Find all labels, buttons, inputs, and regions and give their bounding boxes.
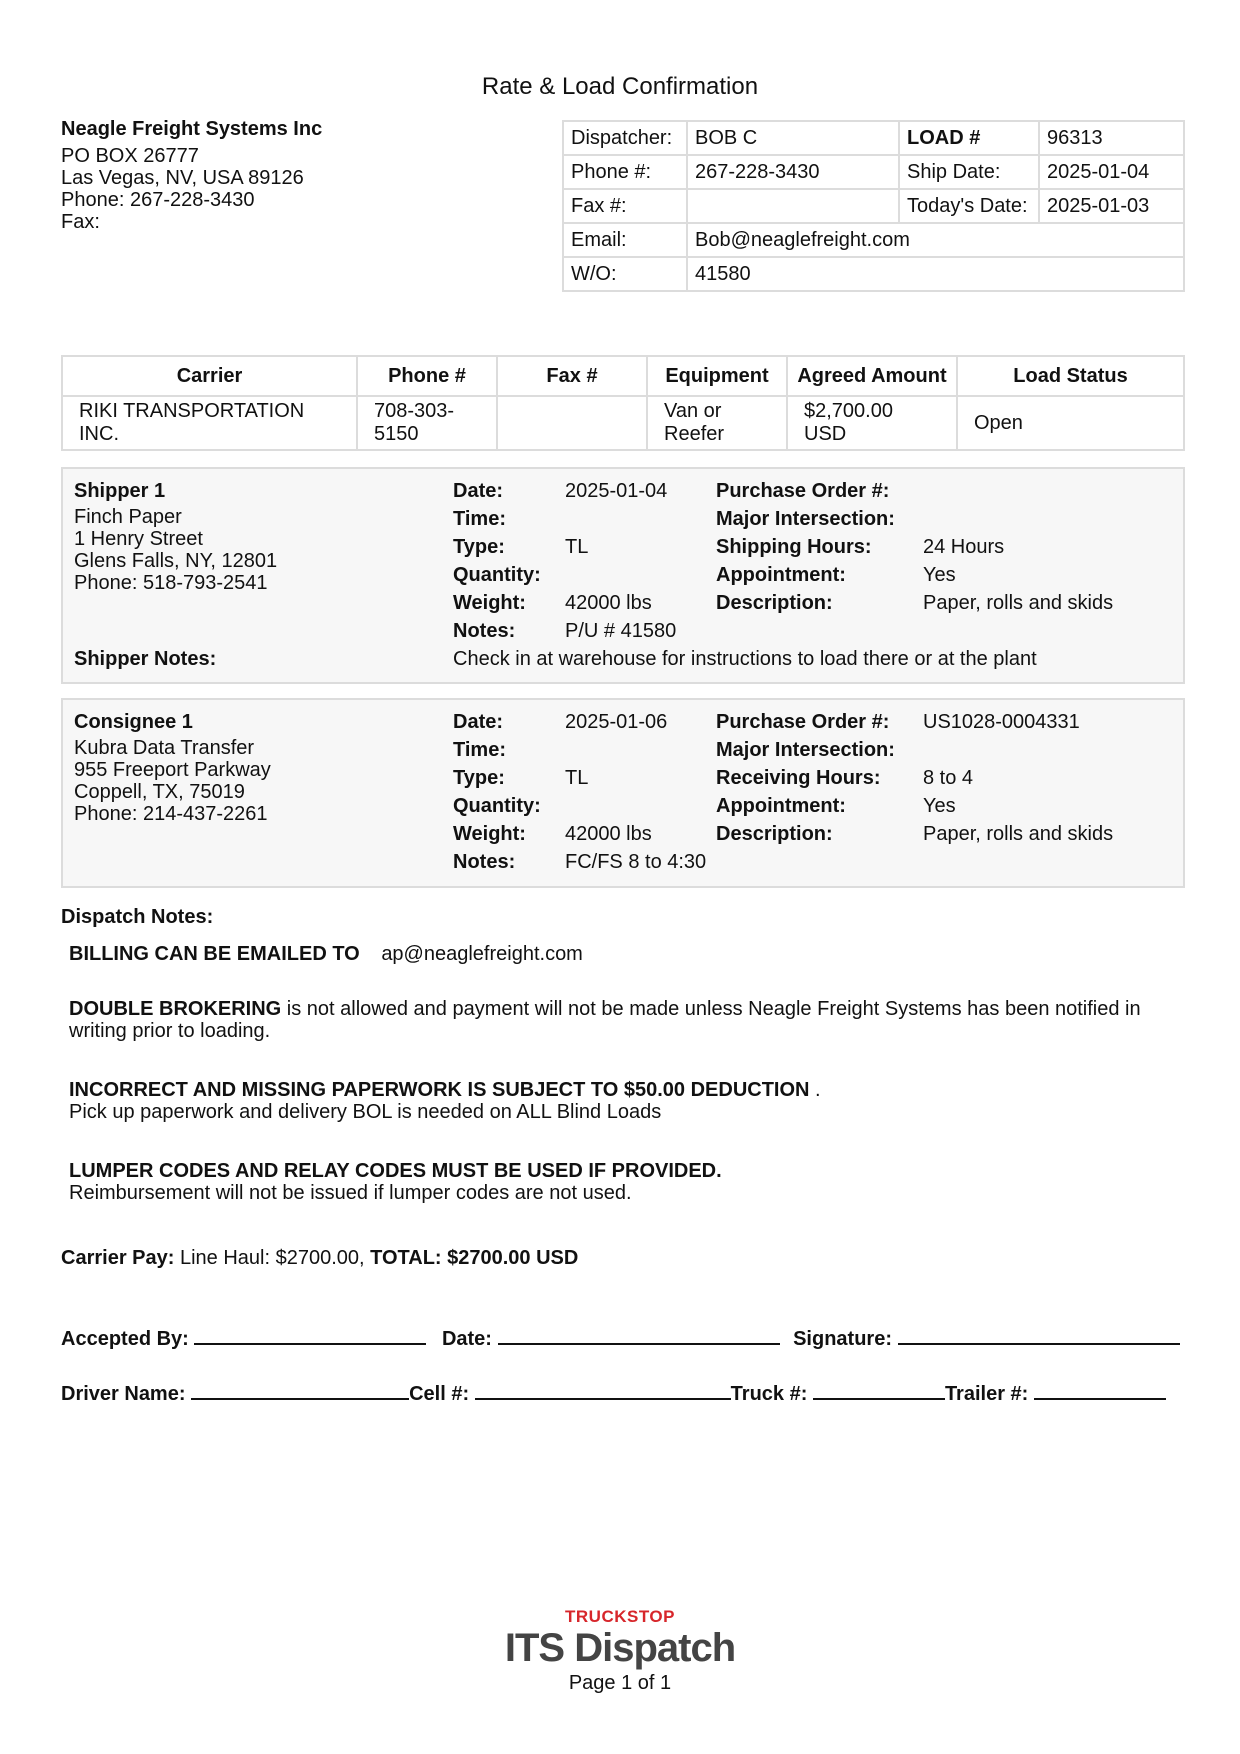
shipper-po-label: Purchase Order #: bbox=[716, 480, 890, 502]
truck-line[interactable] bbox=[813, 1378, 945, 1400]
paperwork-bold: INCORRECT AND MISSING PAPERWORK IS SUBJECT TO $50.00 DEDUCTION bbox=[69, 1079, 810, 1101]
consignee-notes: FC/FS 8 to 4:30 bbox=[565, 851, 707, 873]
consignee-date: 2025-01-06 bbox=[565, 711, 668, 733]
shipper-date-label: Date: bbox=[453, 480, 504, 502]
accepted-by-line[interactable] bbox=[194, 1323, 426, 1345]
carrier-phone-cell: 708-303-5150 bbox=[357, 396, 497, 450]
company-phone: Phone: 267-228-3430 bbox=[61, 189, 255, 211]
fax-label: Fax #: bbox=[563, 189, 687, 223]
trailer-label: Trailer #: bbox=[944, 1383, 1029, 1405]
cell-line[interactable] bbox=[475, 1378, 731, 1400]
consignee-po: US1028-0004331 bbox=[923, 711, 1080, 733]
dispatch-info-table bbox=[562, 120, 1185, 292]
consignee-date-label: Date: bbox=[453, 711, 504, 733]
consignee-type: TL bbox=[565, 767, 589, 789]
load-number-label: LOAD # bbox=[899, 121, 1039, 155]
consignee-weight-label: Weight: bbox=[453, 823, 526, 845]
driver-row bbox=[61, 1378, 1185, 1406]
consignee-major-label: Major Intersection: bbox=[716, 739, 895, 761]
consignee-time-label: Time: bbox=[453, 739, 506, 761]
email-label: Email: bbox=[563, 223, 687, 257]
trailer-line[interactable] bbox=[1034, 1378, 1166, 1400]
wo-value: 41580 bbox=[687, 257, 1184, 291]
ship-date-label: Ship Date: bbox=[899, 155, 1039, 189]
shipper-type-label: Type: bbox=[453, 536, 505, 558]
todays-date-label: Today's Date: bbox=[899, 189, 1039, 223]
agreed-amount-cell: $2,700.00 USD bbox=[787, 396, 957, 450]
carrier-table bbox=[61, 355, 1185, 451]
consignee-quantity-label: Quantity: bbox=[453, 795, 541, 817]
company-address-1: PO BOX 26777 bbox=[61, 145, 199, 167]
company-block bbox=[61, 118, 322, 233]
phone-label: Phone #: bbox=[563, 155, 687, 189]
company-fax: Fax: bbox=[61, 211, 100, 233]
double-brokering-text: is not allowed and payment will not be made unless Neagle Freight Systems has been notified in writing prior to loading. bbox=[69, 998, 1141, 1042]
shipper-notes-text: Check in at warehouse for instructions to load there or at the plant bbox=[453, 648, 1037, 670]
shipper-city: Glens Falls, NY, 12801 bbox=[74, 550, 278, 572]
shipper-appointment-label: Appointment: bbox=[716, 564, 846, 586]
company-address-2: Las Vegas, NV, USA 89126 bbox=[61, 167, 304, 189]
document-title: Rate & Load Confirmation bbox=[481, 73, 759, 100]
footer-logo bbox=[0, 1608, 1240, 1670]
shipper-notes-heading: Shipper Notes: bbox=[74, 648, 217, 670]
carrier-fax-header: Fax # bbox=[497, 356, 647, 396]
paperwork-text: Pick up paperwork and delivery BOL is needed on ALL Blind Loads bbox=[69, 1101, 662, 1123]
shipper-notes: P/U # 41580 bbox=[565, 620, 677, 642]
page-number: Page 1 of 1 bbox=[568, 1672, 672, 1694]
acceptance-row bbox=[61, 1323, 1185, 1351]
cell-label: Cell #: bbox=[409, 1383, 470, 1405]
wo-label: W/O: bbox=[563, 257, 687, 291]
signature-line[interactable] bbox=[898, 1323, 1180, 1345]
load-status-cell: Open bbox=[957, 396, 1184, 450]
consignee-po-label: Purchase Order #: bbox=[716, 711, 890, 733]
consignee-phone: Phone: 214-437-2261 bbox=[74, 803, 268, 825]
consignee-hours-label: Receiving Hours: bbox=[716, 767, 881, 789]
carrier-pay bbox=[61, 1247, 578, 1270]
consignee-description: Paper, rolls and skids bbox=[923, 823, 1114, 845]
billing-note bbox=[69, 943, 1179, 965]
company-name: Neagle Freight Systems Inc bbox=[61, 118, 323, 140]
accepted-by-label: Accepted By: bbox=[61, 1328, 189, 1350]
shipper-appointment: Yes bbox=[923, 564, 956, 586]
fax-value bbox=[687, 189, 899, 223]
lumper-text: Reimbursement will not be issued if lumper codes are not used. bbox=[69, 1182, 632, 1204]
dispatcher-value: BOB C bbox=[687, 121, 899, 155]
ship-date-value: 2025-01-04 bbox=[1039, 155, 1184, 189]
shipper-weight-label: Weight: bbox=[453, 592, 526, 614]
accept-date-label: Date: bbox=[441, 1328, 492, 1350]
shipper-address bbox=[74, 506, 277, 594]
equipment-header: Equipment bbox=[647, 356, 787, 396]
consignee-city: Coppell, TX, 75019 bbox=[74, 781, 245, 803]
consignee-type-label: Type: bbox=[453, 767, 505, 789]
consignee-description-label: Description: bbox=[716, 823, 833, 845]
shipper-hours-label: Shipping Hours: bbox=[716, 536, 872, 558]
billing-email: ap@neaglefreight.com bbox=[381, 943, 583, 965]
shipper-hours: 24 Hours bbox=[923, 536, 1005, 558]
shipper-notes-label: Notes: bbox=[453, 620, 516, 642]
carrier-name-cell: RIKI TRANSPORTATION INC. bbox=[62, 396, 357, 450]
billing-note-bold: BILLING CAN BE EMAILED TO bbox=[69, 943, 360, 965]
phone-value: 267-228-3430 bbox=[687, 155, 899, 189]
load-number-value: 96313 bbox=[1039, 121, 1184, 155]
equipment-cell: Van or Reefer bbox=[647, 396, 787, 450]
shipper-phone: Phone: 518-793-2541 bbox=[74, 572, 268, 594]
carrier-header: Carrier bbox=[62, 356, 357, 396]
consignee-hours: 8 to 4 bbox=[923, 767, 974, 789]
consignee-street: 955 Freeport Parkway bbox=[74, 759, 271, 781]
shipper-quantity-label: Quantity: bbox=[453, 564, 541, 586]
shipper-heading: Shipper 1 bbox=[74, 480, 166, 502]
lumper-note bbox=[69, 1160, 1179, 1204]
driver-name-label: Driver Name: bbox=[61, 1383, 186, 1405]
consignee-heading: Consignee 1 bbox=[74, 711, 193, 733]
signature-label: Signature: bbox=[793, 1328, 892, 1350]
shipper-time-label: Time: bbox=[453, 508, 506, 530]
carrier-pay-line-haul: Line Haul: $2700.00, bbox=[174, 1247, 371, 1269]
shipper-major-label: Major Intersection: bbox=[716, 508, 895, 530]
carrier-fax-cell bbox=[497, 396, 647, 450]
shipper-street: 1 Henry Street bbox=[74, 528, 203, 550]
shipper-type: TL bbox=[565, 536, 589, 558]
consignee-appointment: Yes bbox=[923, 795, 956, 817]
dispatcher-label: Dispatcher: bbox=[563, 121, 687, 155]
double-brokering-note bbox=[69, 998, 1179, 1042]
double-brokering-bold: DOUBLE BROKERING bbox=[69, 998, 282, 1020]
load-status-header: Load Status bbox=[957, 356, 1184, 396]
lumper-bold: LUMPER CODES AND RELAY CODES MUST BE USED IF PROVIDED. bbox=[69, 1160, 722, 1182]
email-value: Bob@neaglefreight.com bbox=[687, 223, 1184, 257]
shipper-date: 2025-01-04 bbox=[565, 480, 668, 502]
carrier-pay-label: Carrier Pay: bbox=[61, 1247, 175, 1269]
consignee-name: Kubra Data Transfer bbox=[74, 737, 255, 759]
paperwork-dot: . bbox=[809, 1079, 821, 1101]
shipper-description-label: Description: bbox=[716, 592, 833, 614]
dispatch-notes-heading: Dispatch Notes: bbox=[61, 906, 214, 928]
its-dispatch-wordmark: ITS Dispatch bbox=[504, 1626, 736, 1670]
carrier-pay-total: TOTAL: $2700.00 USD bbox=[370, 1247, 579, 1269]
consignee-address bbox=[74, 737, 271, 825]
agreed-amount-header: Agreed Amount bbox=[787, 356, 957, 396]
shipper-description: Paper, rolls and skids bbox=[923, 592, 1114, 614]
carrier-phone-header: Phone # bbox=[357, 356, 497, 396]
driver-name-line[interactable] bbox=[191, 1378, 409, 1400]
truckstop-wordmark: TRUCKSTOP bbox=[565, 1607, 675, 1626]
shipper-box bbox=[61, 467, 1185, 684]
paperwork-note bbox=[69, 1079, 1179, 1123]
todays-date-value: 2025-01-03 bbox=[1039, 189, 1184, 223]
consignee-appointment-label: Appointment: bbox=[716, 795, 846, 817]
consignee-box bbox=[61, 698, 1185, 888]
truck-label: Truck #: bbox=[730, 1383, 808, 1405]
accept-date-line[interactable] bbox=[498, 1323, 780, 1345]
consignee-weight: 42000 lbs bbox=[565, 823, 652, 845]
shipper-name: Finch Paper bbox=[74, 506, 182, 528]
shipper-weight: 42000 lbs bbox=[565, 592, 652, 614]
consignee-notes-label: Notes: bbox=[453, 851, 516, 873]
